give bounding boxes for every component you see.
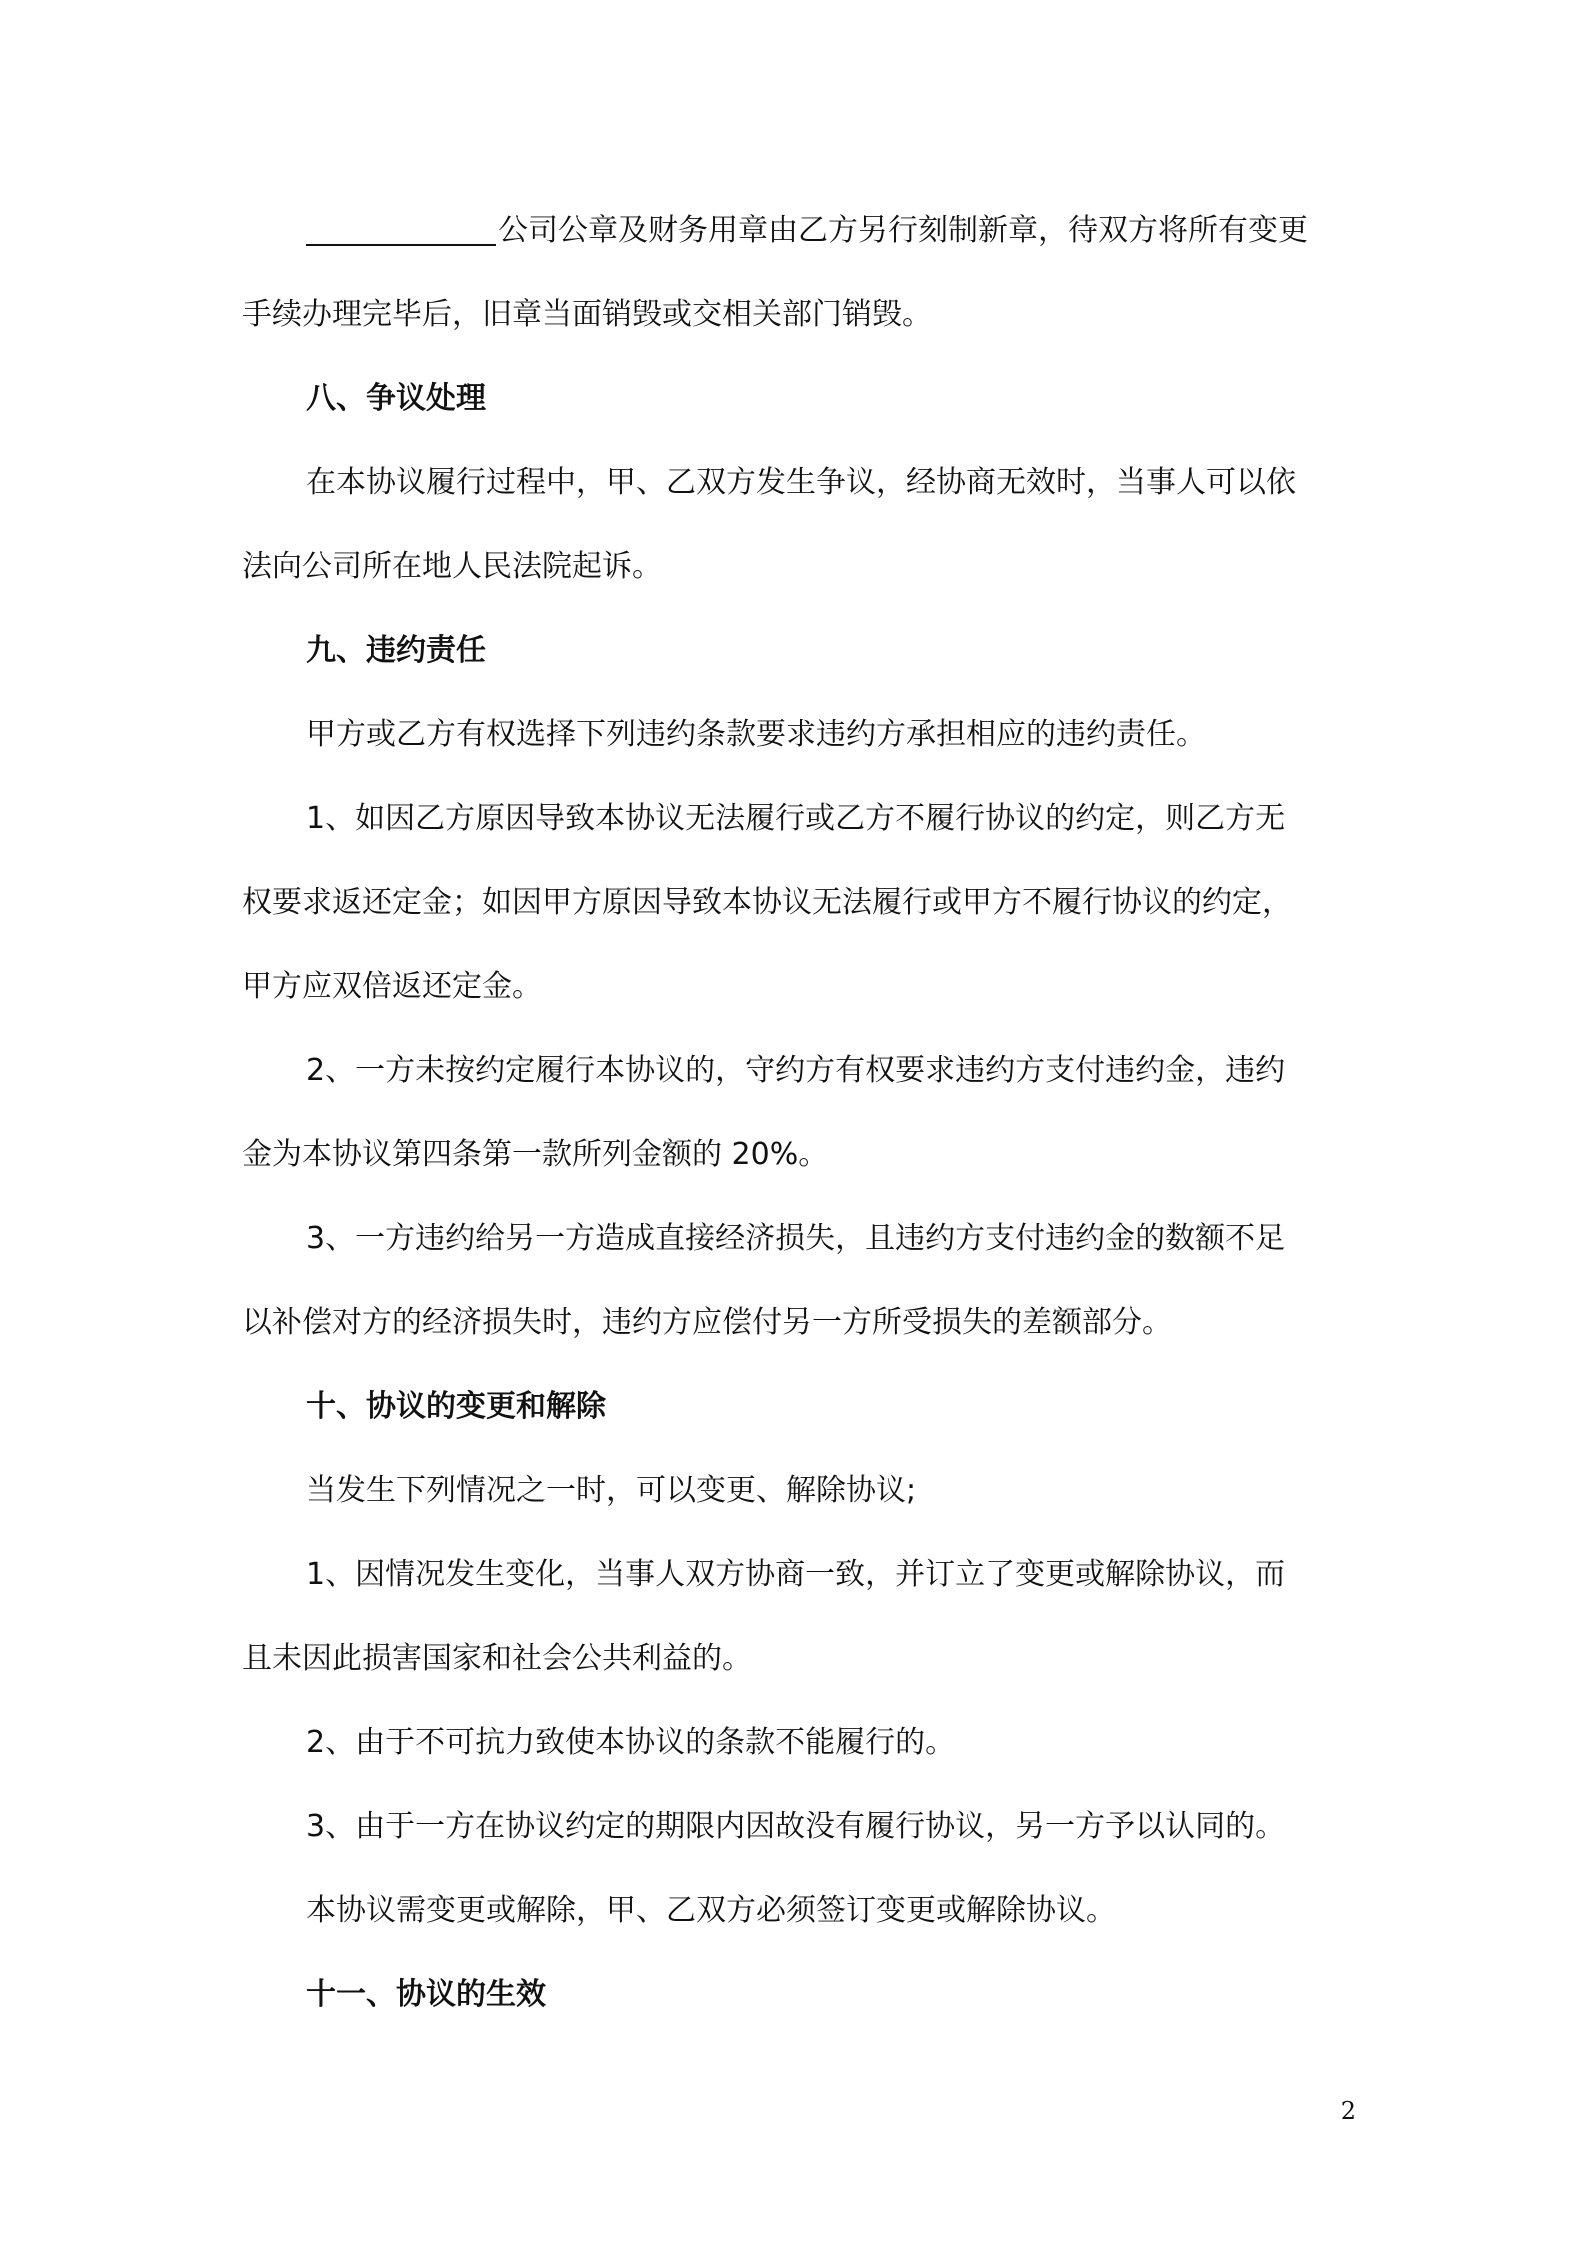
paragraph-line: 甲方应双倍返还定金。: [242, 969, 542, 1004]
paragraph-line: 法向公司所在地人民法院起诉。: [242, 549, 662, 584]
paragraph-line: 当发生下列情况之一时，可以变更、解除协议;: [306, 1473, 917, 1508]
paragraph-line: 且未因此损害国家和社会公共利益的。: [242, 1641, 752, 1676]
line-text: 公司公章及财务用章由乙方另行刻制新章，待双方将所有变更: [498, 213, 1308, 248]
section-heading-effect: 十一、协议的生效: [306, 1977, 546, 2012]
paragraph-line: 以补偿对方的经济损失时，违约方应偿付另一方所受损失的差额部分。: [242, 1305, 1172, 1340]
section-heading-dispute: 八、争议处理: [306, 381, 486, 416]
paragraph-line: 金为本协议第四条第一款所列金额的 20%。: [242, 1137, 829, 1172]
paragraph-line: [306, 188, 1354, 273]
section-heading-change: 十、协议的变更和解除: [306, 1389, 606, 1424]
paragraph-line: 2、由于不可抗力致使本协议的条款不能履行的。: [306, 1725, 956, 1760]
paragraph-line: 在本协议履行过程中，甲、乙双方发生争议，经协商无效时，当事人可以依: [306, 465, 1296, 500]
paragraph-line: 手续办理完毕后，旧章当面销毁或交相关部门销毁。: [242, 297, 932, 332]
page-number: 2: [1340, 2097, 1356, 2125]
paragraph-line: 甲方或乙方有权选择下列违约条款要求违约方承担相应的违约责任。: [306, 717, 1206, 752]
section-heading-liability: 九、违约责任: [306, 633, 486, 668]
fill-in-blank: [306, 210, 496, 246]
paragraph-line: 3、由于一方在协议约定的期限内因故没有履行协议，另一方予以认同的。: [306, 1809, 1286, 1844]
paragraph-line: 本协议需变更或解除，甲、乙双方必须签订变更或解除协议。: [306, 1893, 1116, 1928]
paragraph-line: 1、如因乙方原因导致本协议无法履行或乙方不履行协议的约定，则乙方无: [306, 801, 1286, 836]
paragraph-line: 2、一方未按约定履行本协议的，守约方有权要求违约方支付违约金，违约: [306, 1053, 1286, 1088]
paragraph-line: 权要求返还定金；如因甲方原因导致本协议无法履行或甲方不履行协议的约定，: [242, 885, 1292, 920]
paragraph-line: 3、一方违约给另一方造成直接经济损失，且违约方支付违约金的数额不足: [306, 1221, 1286, 1256]
paragraph-line: 1、因情况发生变化，当事人双方协商一致，并订立了变更或解除协议，而: [306, 1557, 1286, 1592]
